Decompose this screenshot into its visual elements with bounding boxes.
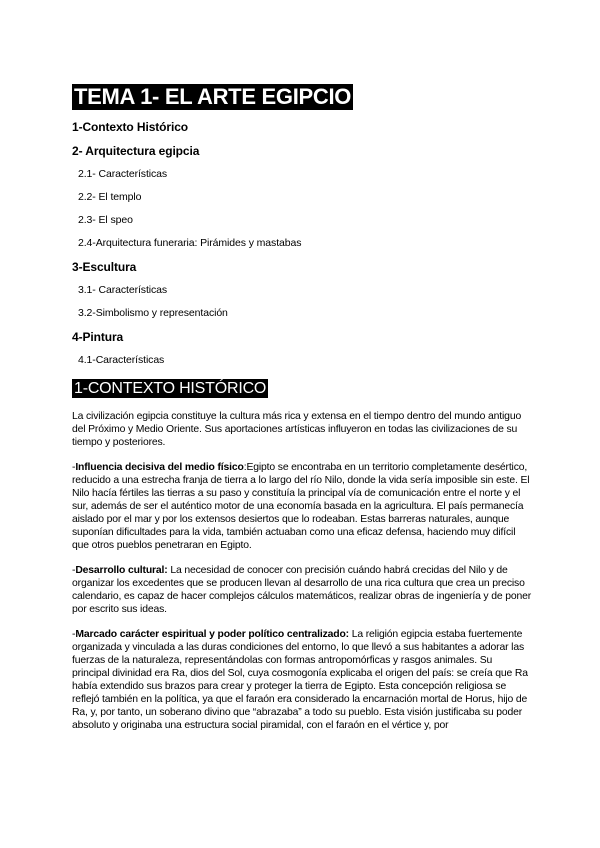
paragraph-lead: Influencia decisiva del medio físico: [75, 462, 244, 473]
intro-paragraph: La civilización egipcia constituye la cultura más rica y extensa en el tiempo dentro del mundo antiguo del Próximo y Medio Oriente. Sus aportaciones artísticas influyeron en todas las civilizaciones de su tiempo y posteriores.: [72, 411, 522, 448]
paragraph-lead: Marcado carácter espiritual y poder político centralizado:: [75, 629, 349, 640]
toc-heading: 1-Contexto Histórico: [72, 120, 189, 134]
toc-subitem: 3.1- Características: [78, 284, 168, 296]
paragraph-prefix: -: [72, 565, 76, 576]
toc-subitem: 2.3- El speo: [78, 214, 133, 226]
toc-subitem: 2.4-Arquitectura funeraria: Pirámides y mastabas: [78, 237, 302, 249]
page-content: [72, 84, 532, 732]
paragraph-text: La religión egipcia estaba fuertemente organizada y vinculada a las duras condiciones del entorno, lo que llevó a sus habitantes a adorar las fuerzas de la naturaleza, representándolas con formas antropomórficas y rasgos animales. Su principal divinidad era Ra, dios del Sol, cuya cosmogonía explicaba el origen del país: se creía que Ra había extendido sus brazos para crear y proteger la tierra de Egipto. Esta concepción religiosa se reflejó también en la política, ya que el faraón era considerado la encarnación mortal de Horus, hijo de Ra, y, por tanto, un soberano divino que “abrazaba” a todo su pueblo. Esta visión justificaba su poder absoluto y originaba una estructura social piramidal, con el faraón en el vértice y, por: [72, 629, 528, 731]
paragraph-prefix: -: [72, 629, 76, 640]
body-paragraphs: [72, 461, 532, 732]
toc-heading: 3-Escultura: [72, 260, 137, 274]
body-paragraph: [72, 564, 532, 616]
toc-subitem: 2.2- El templo: [78, 191, 142, 203]
toc-subitem: 4.1-Características: [78, 354, 165, 366]
body-paragraph: [72, 628, 532, 732]
toc-heading: 4-Pintura: [72, 330, 124, 344]
section-heading: 1-CONTEXTO HISTÓRICO: [74, 380, 267, 397]
paragraph-lead: Desarrollo cultural:: [75, 565, 168, 576]
page-title: TEMA 1- EL ARTE EGIPCIO: [74, 84, 352, 109]
paragraph-text: La necesidad de conocer con precisión cuándo habrá crecidas del Nilo y de organizar los excedentes que se producen llevan al desarrollo de una rica cultura que crea un preciso calendario, es capaz de hacer complejos cálculos matemáticos, realizar obras de ingeniería y de poner por escrito sus ideas.: [72, 565, 532, 615]
table-of-contents: [72, 120, 532, 367]
paragraph-text: :Egipto se encontraba en un territorio completamente desértico, reducido a una estrecha franja de tierra a lo largo del río Nilo, donde la vida sería imposible sin este. El Nilo hacía fértiles las tierras a su paso y constituía la principal vía de comunicación entre el norte y el sur, además de ser el auténtico motor de una economía basada en la agricultura. El país permanecía aislado por el mar y por los extensos desiertos que lo rodeaban. Estas barreras naturales, aunque suponían dificultades para la vida, también actuaban como una eficaz defensa, haciendo muy difícil que otros pueblos penetraran en Egipto.: [72, 462, 530, 551]
body-paragraph: [72, 461, 532, 552]
paragraph-prefix: -: [72, 462, 76, 473]
toc-subitem: 2.1- Características: [78, 168, 168, 180]
toc-subitem: 3.2-Simbolismo y representación: [78, 307, 228, 319]
toc-heading: 2- Arquitectura egipcia: [72, 144, 200, 158]
